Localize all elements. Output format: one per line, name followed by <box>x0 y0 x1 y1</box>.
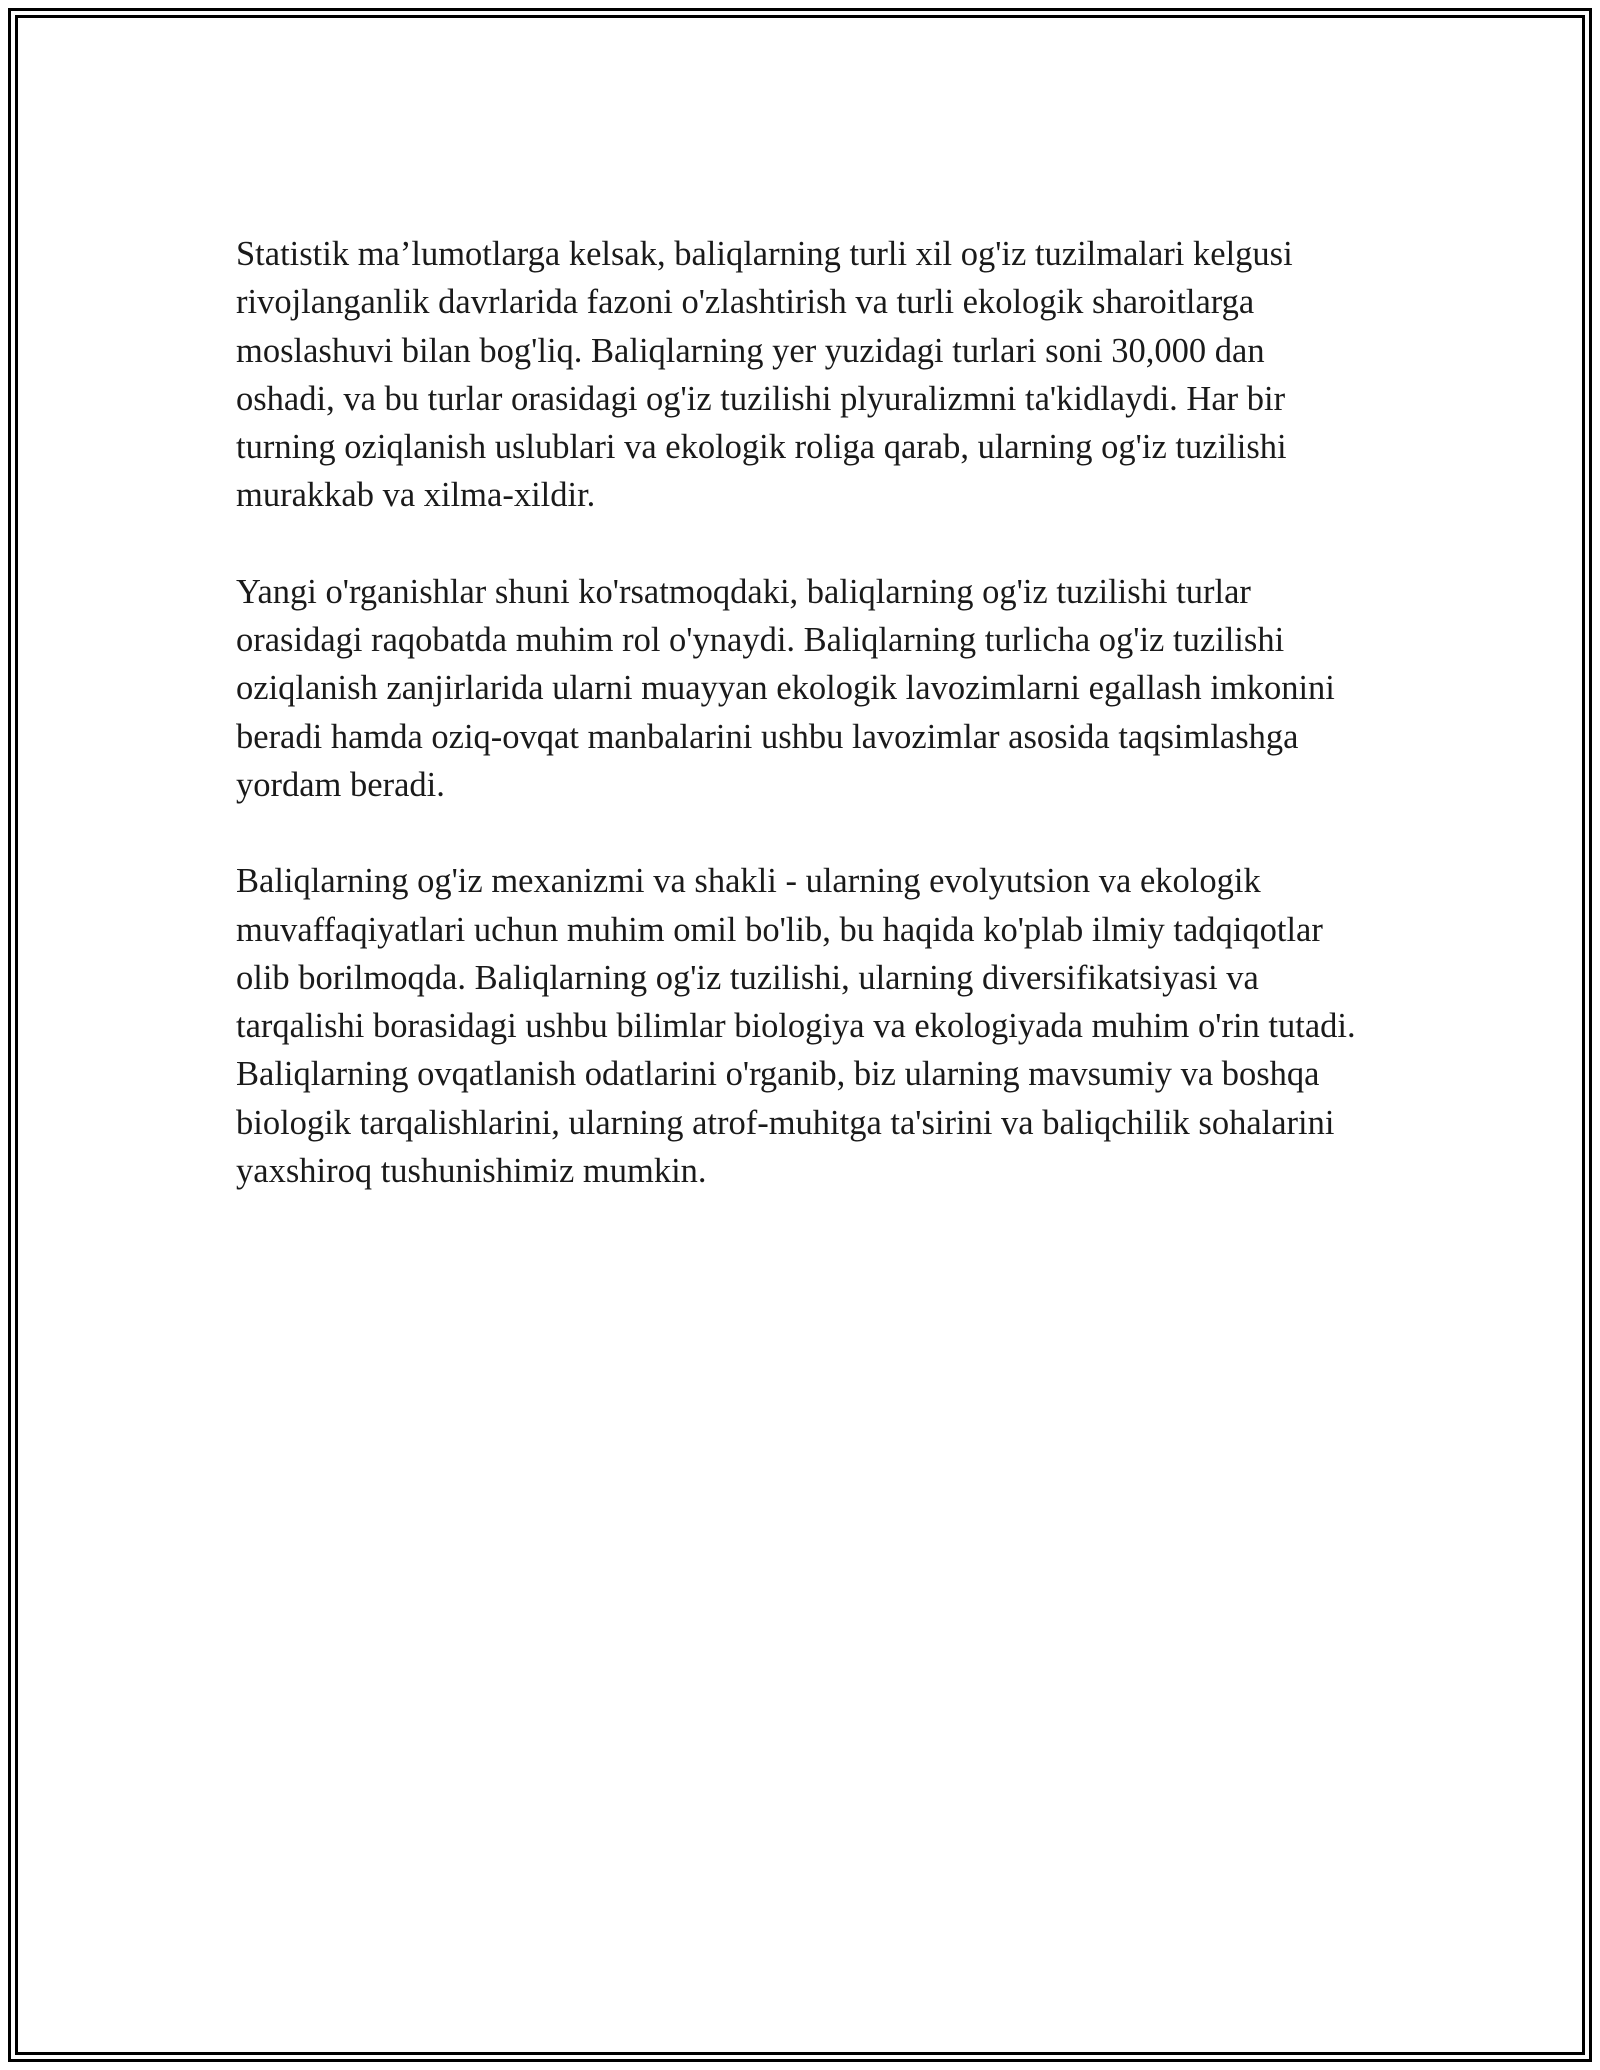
paragraph-competition: Yangi o'rganishlar shuni ko'rsatmoqdaki, baliqlarning og'iz tuzilishi turlar orasidagi raqobatda muhim rol o'ynaydi. Baliqlarning turlicha og'iz tuzilishi oziqlanish zanjirlarida ularni muayyan ekologik lavozimlarni egallash imkonini beradi hamda oziq-ovqat manbalarini ushbu lavozimlar asosida taqsimlashga yordam beradi. <box>236 572 1335 804</box>
document-body <box>236 230 1366 1243</box>
paragraph-mechanism: Baliqlarning og'iz mexanizmi va shakli - ularning evolyutsion va ekologik muvaffaqiyatlari uchun muhim omil bo'lib, bu haqida ko'plab ilmiy tadqiqotlar olib borilmoqda. Baliqlarning og'iz tuzilishi, ularning diversifikatsiyasi va tarqalishi borasidagi ushbu bilimlar biologiya va ekologiyada muhim o'rin tutadi. Baliqlarning ovqatlanish odatlarini o'rganib, biz ularning mavsumiy va boshqa biologik tarqalishlarini, ularning atrof-muhitga ta'sirini va baliqchilik sohalarini yaxshiroq tushunishimiz mumkin. <box>236 862 1356 1191</box>
paragraph-statistics: Statistik ma’lumotlarga kelsak, baliqlarning turli xil og'iz tuzilmalari kelgusi rivojlanganlik davrlarida fazoni o'zlashtirish va turli ekologik sharoitlarga moslashuvi bilan bog'liq. Baliqlarning yer yuzidagi turlari soni 30,000 dan oshadi, va bu turlar orasidagi og'iz tuzilishi plyuralizmni ta'kidlaydi. Har bir turning oziqlanish uslublari va ekologik roliga qarab, ularning og'iz tuzilishi murakkab va xilma-xildir. <box>236 235 1293 515</box>
